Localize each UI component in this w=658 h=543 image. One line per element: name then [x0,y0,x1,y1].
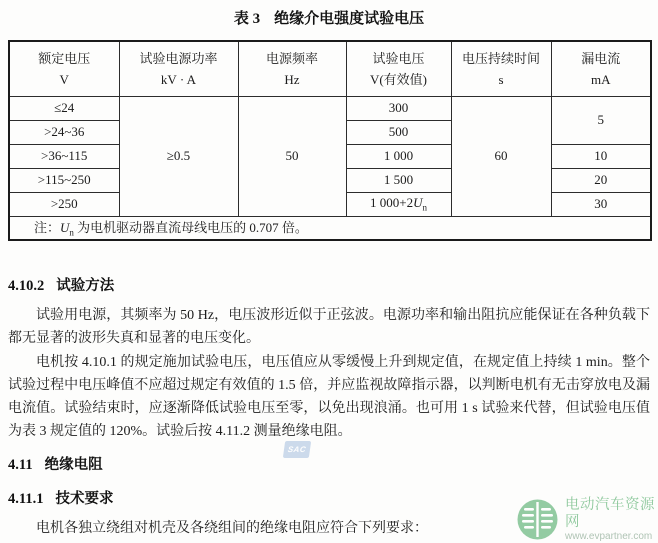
cell-power: ≥0.5 [119,96,238,216]
col-unit: kV · A [160,71,197,87]
col-header-test-voltage [346,41,451,96]
cell-test-voltage-3: 1 000 [346,144,451,168]
note-sub: n [69,228,74,239]
cell-rated-2: >24~36 [9,120,119,144]
col-name: 电源频率 [265,50,318,66]
col-name: 漏电流 [581,50,621,66]
paragraph-test-procedure: 电机按 4.10.1 的规定施加试验电压，电压值应从零缓慢上升到规定值，在规定值上持续 1 min。整个试验过程中电压峰值不应超过规定有效值的 1.5 倍，并应监视故障指示器，以判断电机有无击穿放电及漏电流值。试验结束时，应逐渐降低试验电压至零，以免出现浪涌。也可用 1 s 试验来代替，但试验电压值为表 3 规定值的 120%。试验后按 4.11.2 测量绝缘电阻。 [8,355,650,439]
table-note-row [9,216,651,240]
cell-rated-1: ≤24 [9,96,119,120]
cell-leakage-1: 5 [551,96,651,144]
col-unit: mA [591,71,611,87]
col-header-frequency [238,41,346,96]
col-unit: V [59,71,69,87]
table-row [9,96,651,120]
col-header-rated-voltage [9,41,119,96]
cell-duration: 60 [451,96,551,216]
section-number: 4.10.2 [8,278,45,294]
cell-test-voltage-1: 300 [346,96,451,120]
section-number: 4.11 [8,457,33,473]
table-note [9,216,651,240]
dielectric-test-table [8,40,652,241]
table-wrap [8,40,652,241]
section-heading-4-10-2 [8,274,114,295]
note-var: U [60,220,70,236]
col-name: 试验电压 [372,50,425,66]
table-caption-label: 表 3 [233,11,261,27]
evpartner-text-block [565,497,658,543]
cell-leakage-2: 10 [551,144,651,168]
sac-watermark [283,441,311,458]
section-title: 技术要求 [55,491,114,507]
table-caption [0,7,658,28]
table-caption-text: 绝缘介电强度试验电压 [274,11,425,27]
evpartner-site-name: 电动汽车资源网 [565,496,655,530]
cell-leakage-4: 30 [551,192,651,216]
section-heading-4-11-1 [8,487,113,508]
col-name: 试验电源功率 [139,50,218,66]
table-header-row [9,41,651,96]
col-unit: V(有效值) [369,71,428,87]
cell-frequency: 50 [238,96,346,216]
cell-rated-3: >36~115 [9,144,119,168]
formula-var: U [413,195,423,211]
col-name: 额定电压 [38,50,91,66]
evpartner-watermark [517,498,658,541]
cell-test-voltage-2: 500 [346,120,451,144]
section-heading-4-11 [8,453,103,474]
evpartner-site-url: www.evpartner.com [565,530,653,542]
sac-watermark-text: SAC [287,445,307,454]
cell-rated-5: >250 [9,192,119,216]
col-unit: s [498,71,504,87]
section-number: 4.11.1 [8,491,44,507]
section-title: 绝缘电阻 [44,457,103,473]
col-header-duration [451,41,551,96]
formula-sub: n [422,202,427,213]
cell-rated-4: >115~250 [9,168,119,192]
section-title: 试验方法 [56,278,115,294]
col-name: 电压持续时间 [461,50,540,66]
cell-leakage-3: 20 [551,168,651,192]
col-unit: Hz [284,71,300,87]
note-label: 注： [34,220,61,236]
note-text: 为电机驱动器直流母线电压的 0.707 倍。 [73,220,308,236]
paragraph-test-power-source: 试验用电源，其频率为 50 Hz，电压波形近似于正弦波。电源功率和输出阻抗应能保证在各种负载下都无显著的波形失真和显著的电压变化。 [8,308,650,346]
col-header-leakage [551,41,651,96]
paragraph-insulation-requirement: 电机各独立绕组对机壳及各绕组间的绝缘电阻应符合下列要求： [36,521,428,536]
cell-test-voltage-4: 1 500 [346,168,451,192]
formula-base: 1 000+2 [370,195,414,211]
evpartner-logo-icon [517,499,558,540]
col-header-test-power [119,41,238,96]
cell-test-voltage-5 [346,192,451,216]
